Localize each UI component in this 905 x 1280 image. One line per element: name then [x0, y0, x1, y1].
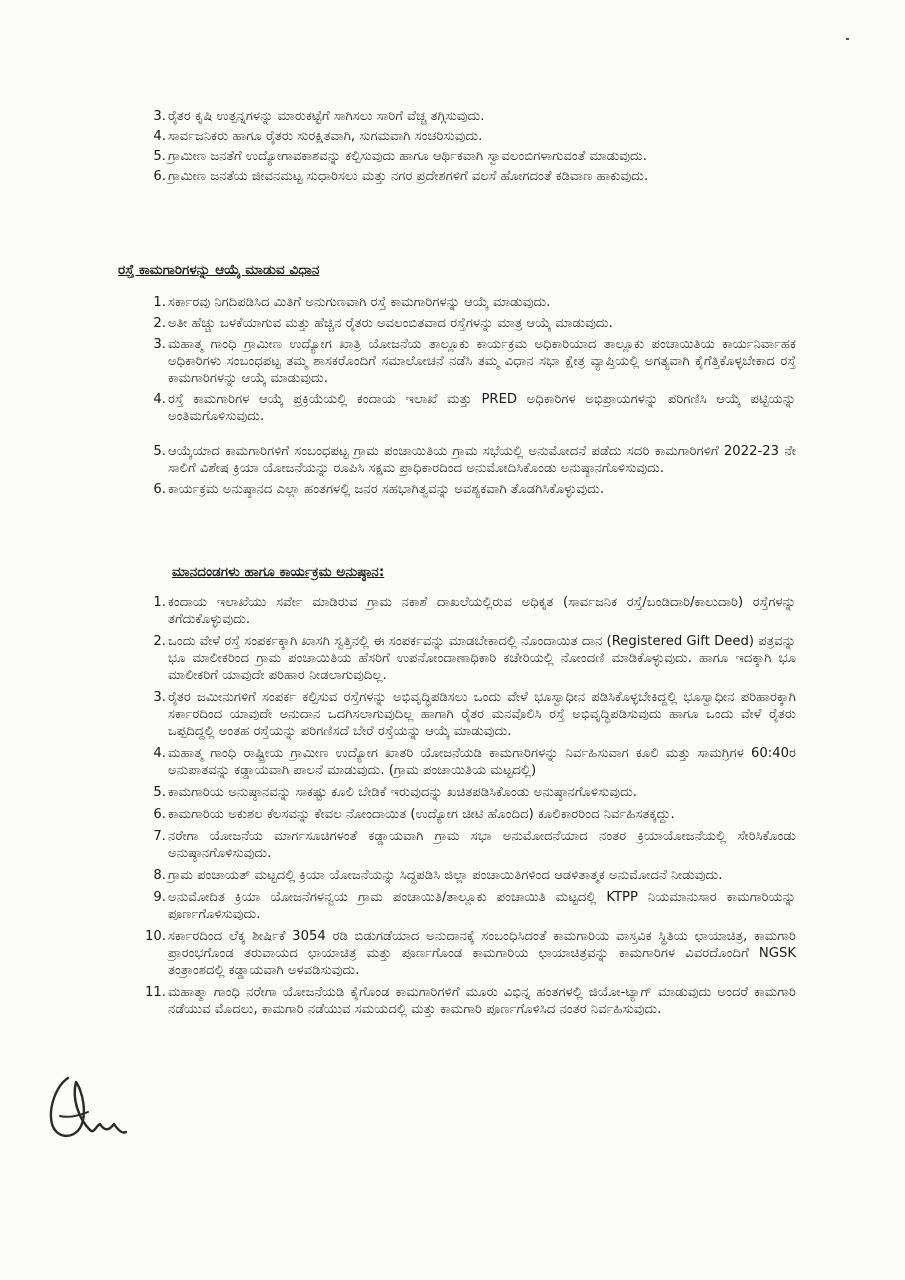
item-number: 1. [153, 595, 166, 610]
list-item [145, 928, 796, 979]
item-text: ಮಹಾತ್ಮ ಗಾಂಧಿ ಗ್ರಾಮೀಣ ಉದ್ಯೋಗ ಖಾತ್ರಿ ಯೋಜನೆಯ ತಾಲ್ಲೂಕು ಕಾರ್ಯಕ್ರಮ ಅಧಿಕಾರಿಯಾದ ತಾಲ್ಲೂಕು ಪಂಚಾಯಿತಿಯ ಕಾರ್ಯನಿರ್ವಾಹಕ ಅಧಿಕಾರಿಗಳು ಸಂಬಂಧಪಟ್ಟ ತಮ್ಮ ಶಾಸಕರೊಂದಿಗೆ ಸಮಾಲೋಚನೆ ನಡೆಸಿ ತಮ್ಮ ವಿಧಾನ ಸಭಾ ಕ್ಷೇತ್ರ ವ್ಯಾಪ್ತಿಯಲ್ಲಿ ಅಗತ್ಯವಾಗಿ ಕೈಗೆತ್ತಿಕೊಳ್ಳಬೇಕಾದ ರಸ್ತೆ ಕಾಮಗಾರಿಗಳನ್ನು ಆಯ್ಕೆ ಮಾಡುವುದು. [168, 337, 796, 386]
item-number: 6. [153, 169, 166, 184]
list-item [153, 745, 796, 779]
list-item [153, 294, 796, 311]
item-text: ಮಹಾತ್ಮ ಗಾಂಧಿ ರಾಷ್ಟ್ರೀಯ ಗ್ರಾಮೀಣ ಉದ್ಯೋಗ ಖಾತರಿ ಯೋಜನೆಯಡಿ ಕಾಮಗಾರಿಗಳನ್ನು ನಿರ್ವಹಿಸುವಾಗ ಕೂಲಿ ಮತ್ತು ಸಾಮಗ್ರಿಗಳ 60:40ರ ಅನುಪಾತವನ್ನು ಕಡ್ಡಾಯವಾಗಿ ಪಾಲನೆ ಮಾಡುವುದು. (ಗ್ರಾಮ ಪಂಚಾಯಿತಿಯ ಮಟ್ಟದಲ್ಲಿ) [168, 746, 796, 778]
item-text: ಸಾರ್ವಜನಿಕರು ಹಾಗೂ ರೈತರು ಸುರಕ್ಷಿತವಾಗಿ, ಸುಗಮವಾಗಿ ಸಂಚರಿಸುವುದು. [168, 129, 483, 144]
item-number: 4. [153, 129, 166, 144]
criteria-list [145, 594, 796, 1023]
item-text: ಅನುಮೋದಿತ ಕ್ರಿಯಾ ಯೋಜನೆಗಳನ್ವಯ ಗ್ರಾಮ ಪಂಚಾಯಿತಿ/ತಾಲ್ಲೂಕು ಪಂಚಾಯಿತಿ ಮಟ್ಟದಲ್ಲಿ KTPP ನಿಯಮಾನುಸಾರ ಕಾಮಗಾರಿಯನ್ನು ಪೂರ್ಣಗೊಳಿಸುವುದು. [168, 890, 796, 922]
list-item [153, 315, 796, 332]
list-item [153, 828, 796, 862]
item-text: ಸರ್ಕಾರವು ನಿಗದಿಪಡಿಸಿದ ಮಿತಿಗೆ ಅನುಗುಣವಾಗಿ ರಸ್ತೆ ಕಾಮಗಾರಿಗಳನ್ನು ಆಯ್ಕೆ ಮಾಡುವುದು. [168, 295, 551, 310]
list-item [153, 867, 796, 884]
handwritten-signature [38, 1068, 128, 1152]
item-number: 5. [153, 149, 166, 164]
list-item [153, 481, 796, 498]
list-item [153, 168, 796, 185]
list-item [153, 806, 796, 823]
list-item [153, 784, 796, 801]
list-item [153, 336, 796, 387]
item-text: ಒಂದು ವೇಳೆ ರಸ್ತೆ ಸಂಪರ್ಕಕ್ಕಾಗಿ ಖಾಸಗಿ ಸ್ವತ್ತಿನಲ್ಲಿ ಈ ಸಂಪರ್ಕವನ್ನು ಮಾಡಬೇಕಾದಲ್ಲಿ ನೊಂದಾಯಿತ ದಾನ (Registered Gift Deed) ಪತ್ರವನ್ನು ಭೂ ಮಾಲೀಕರಿಂದ ಗ್ರಾಮ ಪಂಚಾಯಿತಿಯ ಹೆಸರಿಗೆ ಉಪನೋಂದಾಣಾಧಿಕಾರಿ ಕಚೇರಿಯಲ್ಲಿ ನೋಂದಣಿ ಮಾಡಿಕೊಳ್ಳುವುದು. ಹಾಗೂ ಇದಕ್ಕಾಗಿ ಭೂ ಮಾಲೀಕರಿಗೆ ಯಾವುದೇ ಪರಿಹಾರ ನೀಡಲಾಗುವುದಿಲ್ಲ. [168, 634, 796, 683]
item-text: ಸರ್ಕಾರದಿಂದ ಲೆಕ್ಕ ಶೀರ್ಷಿಕೆ 3054 ರಡಿ ಬಿಡುಗಡೆಯಾದ ಅನುದಾನಕ್ಕೆ ಸಂಬಂಧಿಸಿದಂತೆ ಕಾಮಗಾರಿಯ ವಾಸ್ತವಿಕ ಸ್ಥಿತಿಯ ಛಾಯಾಚಿತ್ರ, ಕಾಮಗಾರಿ ಪ್ರಾರಂಭಗೊಂಡ ತರುವಾಯದ ಛಾಯಾಚಿತ್ರ ಮತ್ತು ಪೂರ್ಣಗೊಂಡ ಕಾಮಗಾರಿಯ ಛಾಯಾಚಿತ್ರವನ್ನು ಕಾಮಗಾರಿಗಳ ವಿವರದೊಂದಿಗೆ NGSK ತಂತ್ರಾಂಶದಲ್ಲಿ ಕಡ್ಡಾಯವಾಗಿ ಅಳವಡಿಸುವುದು. [168, 929, 796, 978]
item-number: 3. [153, 109, 166, 124]
objectives-list [153, 108, 796, 188]
item-number: 3. [153, 690, 166, 705]
item-number: 1. [153, 295, 166, 310]
item-number: 2. [153, 634, 166, 649]
item-number: 4. [153, 746, 166, 761]
item-number: 10. [145, 929, 166, 944]
list-item [153, 594, 796, 628]
item-number: 5. [153, 785, 166, 800]
list-item [153, 108, 796, 125]
section-heading-criteria: ಮಾನದಂಡಗಳು ಹಾಗೂ ಕಾರ್ಯಕ್ರಮ ಅನುಷ್ಠಾನ: [172, 564, 385, 580]
list-item [153, 889, 796, 923]
item-number: 3. [153, 337, 166, 352]
item-number: 9. [153, 890, 166, 905]
scan-speck [846, 38, 849, 40]
item-text: ರೈತರ ಜಮೀನುಗಳಿಗೆ ಸಂಪರ್ಕ ಕಲ್ಪಿಸುವ ರಸ್ತೆಗಳನ್ನು ಅಭಿವೃದ್ಧಿಪಡಿಸಲು ಒಂದು ವೇಳೆ ಭೂಸ್ವಾಧೀನ ಪಡಿಸಿಕೊಳ್ಳಬೇಕಿದ್ದಲ್ಲಿ ಭೂಸ್ವಾಧೀನ ಪರಿಹಾರಕ್ಕಾಗಿ ಸರ್ಕಾರದಿಂದ ಯಾವುದೇ ಅನುದಾನ ಒದಗಿಸಲಾಗುವುದಿಲ್ಲ ಹಾಗಾಗಿ ರೈತರ ಮನವೊಲಿಸಿ ರಸ್ತೆ ಅಭಿವೃದ್ಧಿಪಡಿಸುವುದು ಹಾಗೂ ಒಂದು ವೇಳೆ ರೈತರು ಒಪ್ಪದಿದ್ದಲ್ಲಿ ಅಂತಹ ರಸ್ತೆಯನ್ನು ಪರಿಗಣಿಸದೆ ಬೇರೆ ರಸ್ತೆಯನ್ನು ಆಯ್ಕೆ ಮಾಡುವುದು. [168, 690, 796, 739]
list-item [145, 984, 796, 1018]
item-text: ಕಂದಾಯ ಇಲಾಖೆಯು ಸರ್ವೇ ಮಾಡಿರುವ ಗ್ರಾಮ ನಕಾಶೆ ದಾಖಲೆಯಲ್ಲಿರುವ ಅಧಿಕೃತ (ಸಾರ್ವಜನಿಕ ರಸ್ತೆ/ಬಂಡಿದಾರಿ/ಕಾಲುದಾರಿ) ರಸ್ತೆಗಳನ್ನು ತಗೆದುಕೊಳ್ಳುವುದು. [168, 595, 796, 627]
item-text: ನರೇಗಾ ಯೋಜನೆಯ ಮಾರ್ಗಸೂಚಿಗಳಂತೆ ಕಡ್ಡಾಯವಾಗಿ ಗ್ರಾಮ ಸಭಾ ಅನುಮೋದನೆಯಾದ ನಂತರ ಕ್ರಿಯಾಯೋಜನೆಯಲ್ಲಿ ಸೇರಿಸಿಕೊಂಡು ಅನುಷ್ಠಾನಗೊಳಿಸುವುದು. [168, 829, 796, 861]
item-number: 7. [153, 829, 166, 844]
item-text: ಆಯ್ಕೆಯಾದ ಕಾಮಗಾರಿಗಳಿಗೆ ಸಂಬಂಧಪಟ್ಟ ಗ್ರಾಮ ಪಂಚಾಯಿತಿಯ ಗ್ರಾಮ ಸಭೆಯಲ್ಲಿ ಅನುಮೋದನೆ ಪಡೆದು ಸದರಿ ಕಾಮಗಾರಿಗಳಿಗೆ 2022-23 ನೇ ಸಾಲಿಗೆ ವಿಶೇಷ ಕ್ರಿಯಾ ಯೋಜನೆಯನ್ನು ರೂಪಿಸಿ ಸಕ್ಷಮ ಪ್ರಾಧಿಕಾರದಿಂದ ಅನುಮೋದಿಸಿಕೊಂಡು ಅನುಷ್ಠಾನಗೊಳಿಸುವುದು. [168, 444, 796, 476]
list-item [153, 443, 796, 477]
list-item [153, 128, 796, 145]
list-item [153, 148, 796, 165]
item-text: ಕಾಮಗಾರಿಯ ಅಕುಶಲ ಕೆಲಸವನ್ನು ಕೇವಲ ನೋಂದಾಯಿತ (ಉದ್ಯೋಗ ಚೀಟಿ ಹೊಂದಿದ) ಕೂಲಿಕಾರರಿಂದ ನಿರ್ವಹಿಸತಕ್ಕದ್ದು. [168, 807, 675, 822]
item-number: 6. [153, 482, 166, 497]
item-text: ಕಾಮಗಾರಿಯ ಅನುಷ್ಠಾನವನ್ನು ಸಾಕಷ್ಟು ಕೂಲಿ ಬೇಡಿಕೆ ಇರುವುದನ್ನು ಖಚಿತಪಡಿಸಿಕೊಂಡು ಅನುಷ್ಠಾನಗೊಳಿಸುವುದು. [168, 785, 637, 800]
list-item [153, 391, 796, 425]
item-number: 2. [153, 316, 166, 331]
item-text: ರೈತರ ಕೃಷಿ ಉತ್ಪನ್ನಗಳನ್ನು ಮಾರುಕಟ್ಟೆಗೆ ಸಾಗಿಸಲು ಸಾರಿಗೆ ವೆಚ್ಚ ತಗ್ಗಿಸುವುದು. [168, 109, 485, 124]
item-number: 6. [153, 807, 166, 822]
item-number: 8. [153, 868, 166, 883]
section-heading-road-selection: ರಸ್ತೆ ಕಾಮಗಾರಿಗಳನ್ನು ಆಯ್ಕೆ ಮಾಡುವ ವಿಧಾನ [118, 262, 320, 278]
list-item [153, 689, 796, 740]
item-text: ಗ್ರಾಮ ಪಂಚಾಯತ್ ಮಟ್ಟದಲ್ಲಿ ಕ್ರಿಯಾ ಯೋಜನೆಯನ್ನು ಸಿದ್ಧಪಡಿಸಿ ಜಿಲ್ಲಾ ಪಂಚಾಯಿತಿಗಳಿಂದ ಆಡಳಿತಾತ್ಮಕ ಅನುಮೋದನೆ ನೀಡುವುದು. [168, 868, 723, 883]
item-text: ರಸ್ತೆ ಕಾಮಗಾರಿಗಳ ಆಯ್ಕೆ ಪ್ರಕ್ರಿಯೆಯಲ್ಲಿ ಕಂದಾಯ ಇಲಾಖೆ ಮತ್ತು PRED ಅಧಿಕಾರಿಗಳ ಅಭಿಪ್ರಾಯಗಳನ್ನು ಪರಿಗಣಿಸಿ ಆಯ್ಕೆ ಪಟ್ಟಿಯನ್ನು ಅಂತಿಮಗೊಳಿಸುವುದು. [168, 392, 796, 424]
road-selection-list [153, 294, 796, 502]
item-text: ಕಾರ್ಯಕ್ರಮ ಅನುಷ್ಠಾನದ ಎಲ್ಲಾ ಹಂತಗಳಲ್ಲಿ ಜನರ ಸಹಭಾಗಿತ್ವವನ್ನು ಅವಶ್ಯಕವಾಗಿ ತೊಡಗಿಸಿಕೊಳ್ಳುವುದು. [168, 482, 605, 497]
item-number: 11. [145, 985, 166, 1000]
item-text: ಗ್ರಾಮೀಣ ಜನತೆಯ ಜೀವನಮಟ್ಟ ಸುಧಾರಿಸಲು ಮತ್ತು ನಗರ ಪ್ರದೇಶಗಳಿಗೆ ವಲಸೆ ಹೋಗದಂತೆ ಕಡಿವಾಣ ಹಾಕುವುದು. [168, 169, 649, 184]
item-text: ಅತೀ ಹೆಚ್ಚು ಬಳಕೆಯಾಗುವ ಮತ್ತು ಹೆಚ್ಚಿನ ರೈತರು ಅವಲಂಬಿತವಾದ ರಸ್ತೆಗಳನ್ನು ಮಾತ್ರ ಆಯ್ಕೆ ಮಾಡುವುದು. [168, 316, 613, 331]
list-item [153, 633, 796, 684]
item-text: ಮಹಾತ್ಮಾ ಗಾಂಧಿ ನರೇಗಾ ಯೋಜನೆಯಡಿ ಕೈಗೊಂಡ ಕಾಮಗಾರಿಗಳಿಗೆ ಮೂರು ವಿಭಿನ್ನ ಹಂತಗಳಲ್ಲಿ ಜಿಯೋ-ಟ್ಯಾಗ್ ಮಾಡುವುದು ಅಂದರೆ ಕಾಮಗಾರಿ ನಡೆಯುವ ಮೊದಲು, ಕಾಮಗಾರಿ ನಡೆಯುವ ಸಮಯದಲ್ಲಿ ಮತ್ತು ಕಾಮಗಾರಿ ಪೂರ್ಣಗೊಳಿಸಿದ ನಂತರ ನಿರ್ವಹಿಸುವುದು. [168, 985, 796, 1017]
item-text: ಗ್ರಾಮೀಣ ಜನತೆಗೆ ಉದ್ಯೋಗಾವಕಾಶವನ್ನು ಕಲ್ಪಿಸುವುದು ಹಾಗೂ ಆರ್ಥಿಕವಾಗಿ ಸ್ವಾವಲಂಬಿಗಳಾಗುವಂತೆ ಮಾಡುವುದು. [168, 149, 647, 164]
item-number: 4. [153, 392, 166, 407]
item-number: 5. [153, 444, 166, 459]
